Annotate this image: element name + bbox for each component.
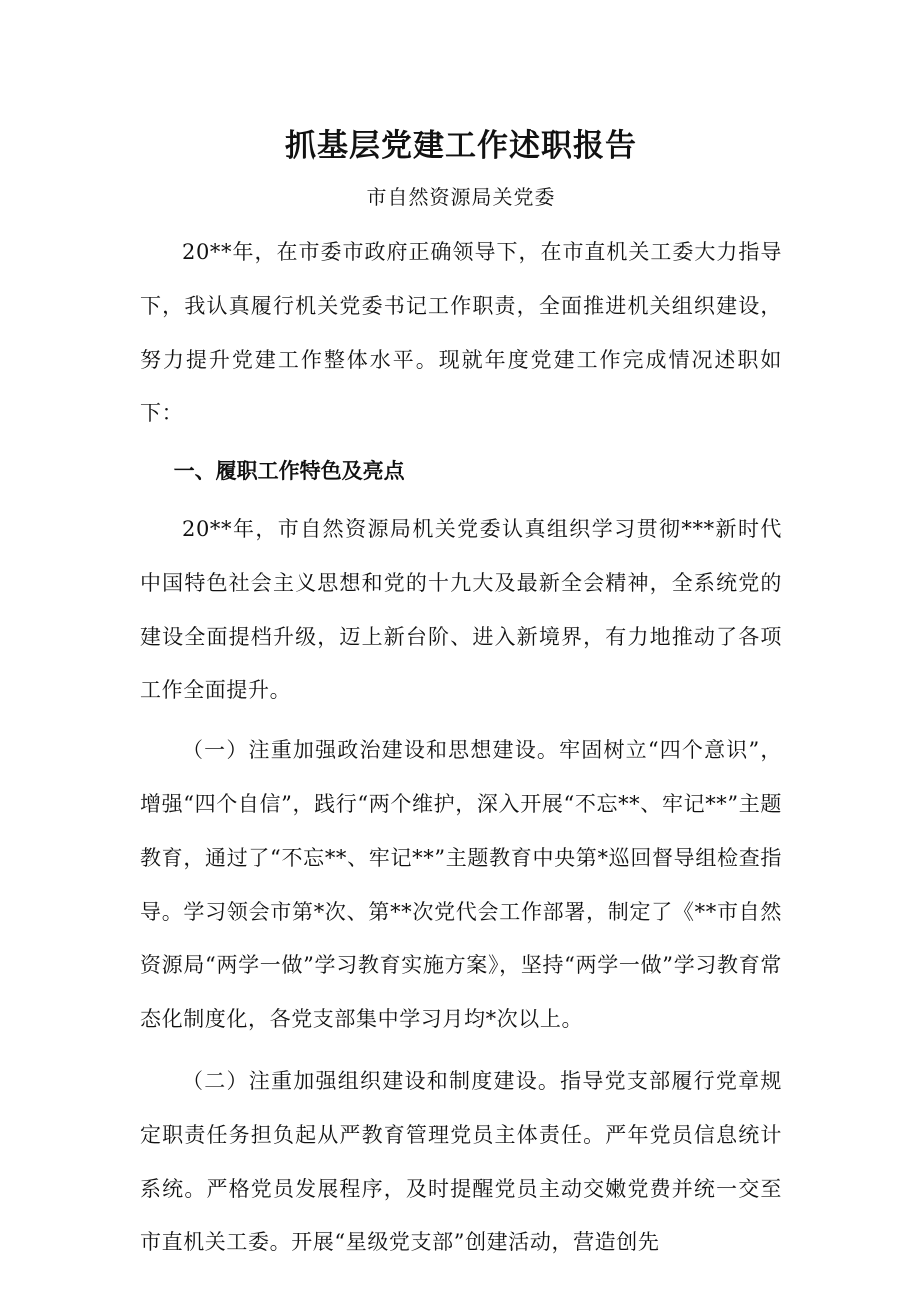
subsection-2-paragraph: （二）注重加强组织建设和制度建设。指导党支部履行党章规定职责任务担负起从严教育管理党员主体责任。严年党员信息统计系统。严格党员发展程序，及时提醒党员主动交嫩党费并统一交至市直机关工委。开展“星级党支部”创建活动，营造创先 [140,1068,782,1255]
section-1-heading: 一、履职工作特色及亮点 [173,459,405,484]
intro-paragraph: 20**年，在市委市政府正确领导下，在市直机关工委大力指导下，我认真履行机关党委书记工作职责，全面推进机关组织建设，努力提升党建工作整体水平。现就年度党建工作完成情况述职如下： [140,240,782,426]
subsection-1-paragraph: （一）注重加强政治建设和思想建设。牢固树立“四个意识”，增强“四个自信”，践行“两个维护，深入开展“不忘**、牢记**”主题教育，通过了“不忘**、牢记**”主题教育中央第*巡回督导组检查指导。学习领会市第*次、第**次党代会工作部署，制定了《**市自然资源局“两学一做”学习教育实施方案》，坚持“两学一做”学习教育常态化制度化，各党支部集中学习月均*次以上。 [140,738,782,1032]
document-title: 抓基层党建工作述职报告 [285,128,637,164]
document-subtitle: 市自然资源局关党委 [366,185,556,209]
section-1-paragraph: 20**年，市自然资源局机关党委认真组织学习贯彻***新时代中国特色社会主义思想和党的十九大及最新全会精神，全系统党的建设全面提档升级，迈上新台阶、进入新境界，有力地推动了各项工作全面提升。 [140,516,782,703]
